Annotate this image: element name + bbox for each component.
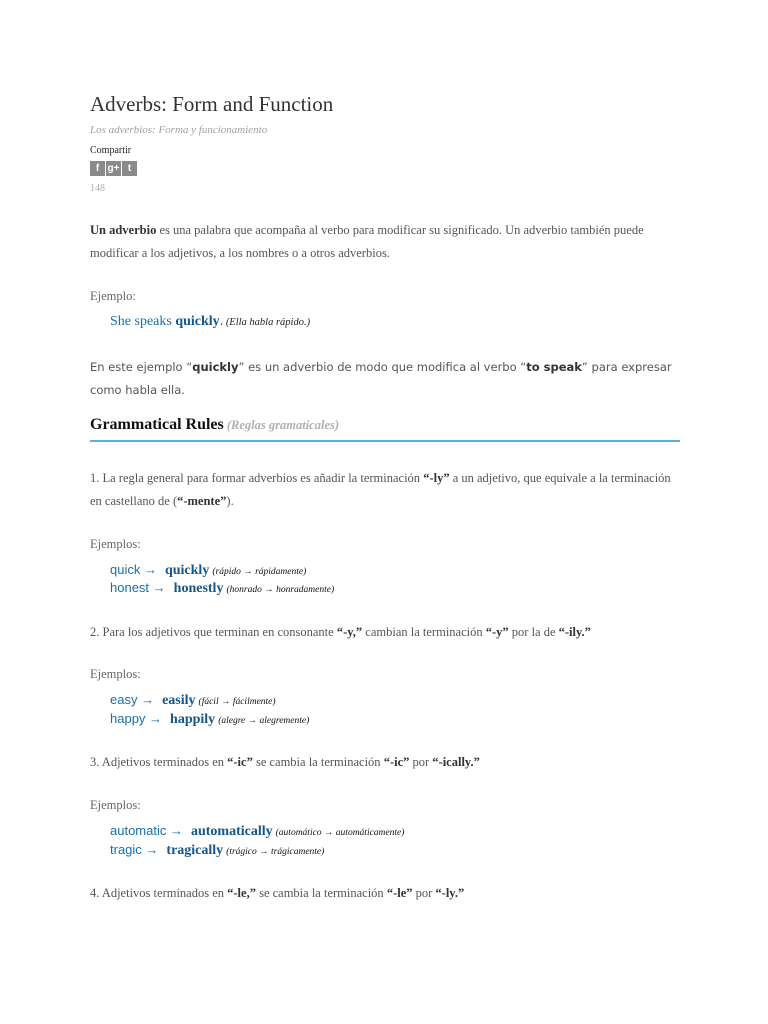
rule-text: 2. Para los adjetivos que terminan en consonante (90, 625, 337, 639)
rule-bold: “-mente” (177, 494, 227, 508)
section-subtitle: (Reglas gramaticales) (223, 418, 340, 432)
rule-2-examples-label: Ejemplos: (90, 667, 141, 681)
example-gloss: (honrado → honradamente) (226, 585, 335, 595)
rule-text: se cambia la terminación (252, 755, 384, 769)
rule-bold: “-ly” (423, 471, 450, 485)
rule-text: se cambia la terminación (255, 886, 387, 900)
rule-4-text (90, 882, 680, 905)
example-base: quick → (110, 562, 157, 577)
section-heading (90, 416, 680, 442)
rule-text: 4. Adjetivos terminados en (90, 886, 228, 900)
explanation-paragraph (90, 356, 680, 402)
rule-text: por (409, 755, 433, 769)
explanation-bold-2: to speak (526, 360, 582, 374)
example-gloss: (rápido → rápidamente) (212, 567, 307, 577)
example-gloss: (fácil → fácilmente) (198, 697, 276, 707)
explanation-text-1: En este ejemplo “ (90, 360, 193, 374)
rule-2-example-1 (110, 692, 276, 709)
rule-text: 1. La regla general para formar adverbios es añadir la terminación (90, 471, 424, 485)
facebook-icon[interactable]: f (90, 161, 105, 176)
example-gloss: (Ella habla rápido.) (223, 317, 311, 328)
example-base: automatic → (110, 823, 183, 838)
example-gloss: (alegre → alegremente) (218, 716, 310, 726)
example-sentence (110, 314, 310, 330)
intro-paragraph (90, 219, 680, 265)
rule-bold: “-y,” (336, 625, 363, 639)
page-subtitle: Los adverbios: Forma y funcionamiento (90, 124, 268, 136)
rule-2-example-2 (110, 711, 309, 728)
example-adverb: happily (170, 712, 216, 727)
share-icons (90, 161, 138, 176)
example-adverb: tragically (166, 843, 224, 858)
example-base: tragic → (110, 842, 159, 857)
rule-3-example-2 (110, 842, 324, 859)
rule-3-examples-label: Ejemplos: (90, 798, 141, 812)
explanation-bold-1: quickly (192, 360, 239, 374)
example-adverb: automatically (190, 824, 273, 839)
google-plus-icon[interactable]: g+ (107, 163, 120, 174)
rule-text: ). (226, 494, 234, 508)
rule-text: por (412, 886, 436, 900)
example-base: easy → (110, 692, 155, 707)
example-strong: quickly (175, 314, 220, 329)
rule-1-examples-label: Ejemplos: (90, 537, 141, 551)
example-gloss: (automático → automáticamente) (275, 828, 405, 838)
rule-3-text (90, 751, 680, 774)
rule-1-example-2 (110, 580, 334, 597)
explanation-text-3: ” para expresar como habla ella. (90, 360, 672, 397)
rule-bold: “-le” (386, 886, 413, 900)
rule-bold: “-ic” (383, 755, 410, 769)
example-label: Ejemplo: (90, 289, 136, 303)
rule-bold: “-y” (485, 625, 509, 639)
rule-1-example-1 (110, 562, 306, 579)
intro-text: es una palabra que acompaña al verbo para modificar su significado. Un adverbio también puede modificar a los adjetivos, a los nombres o a otros adverbios. (90, 223, 644, 260)
rule-bold: “-ically.” (432, 755, 480, 769)
rule-bold: “-le,” (227, 886, 256, 900)
rule-3-example-1 (110, 823, 404, 840)
share-label: Compartir (90, 145, 132, 156)
rule-text: 3. Adjetivos terminados en (90, 755, 228, 769)
share-count: 148 (90, 183, 105, 194)
example-base: honest → (110, 580, 166, 595)
intro-bold: Un adverbio (90, 223, 157, 237)
rule-bold: “-ly.” (435, 886, 465, 900)
rule-bold: “-ic” (227, 755, 253, 769)
example-adverb: quickly (164, 563, 210, 578)
example-base: happy → (110, 711, 163, 726)
rule-1-text (90, 467, 680, 513)
page-title: Adverbs: Form and Function (90, 92, 334, 116)
rule-text: a un adjetivo, que equivale a la terminación en castellano de ( (90, 471, 671, 508)
section-title: Grammatical Rules (90, 416, 224, 433)
example-dot: . (219, 314, 224, 329)
rule-bold: “-ily.” (558, 625, 591, 639)
rule-2-text (90, 621, 680, 644)
explanation-text-2: ” es un adverbio de modo que modifica al verbo “ (238, 360, 527, 374)
example-adverb: honestly (173, 581, 224, 596)
example-gloss: (trágico → trágicamente) (226, 847, 325, 857)
example-adverb: easily (162, 693, 196, 708)
twitter-icon[interactable]: t (122, 161, 137, 176)
rule-text: por la de (508, 625, 559, 639)
rule-text: cambian la terminación (362, 625, 486, 639)
example-prefix: She speaks (110, 314, 176, 329)
